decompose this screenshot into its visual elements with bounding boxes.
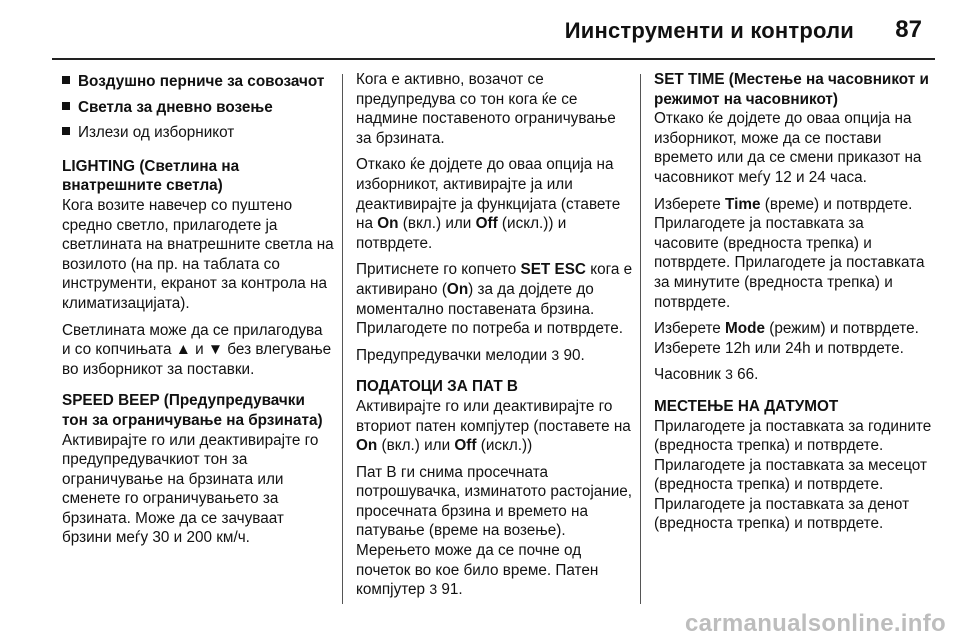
paragraph: Кога возите навечер со пуштено средно светло, прилагодете ја светлината на внатрешните светла на возилото (на пр. на таблата со инструменти, екранот за контрола на климатизацијата). [62,196,334,312]
page-header-title: Иинструменти и контроли [564,18,854,43]
paragraph: Кога е активно, возачот се предупредува со тон кога ќе се надмине поставеното ограничување за брзината. [356,71,616,147]
column-divider-1 [342,74,343,604]
paragraph: Активирајте го или деактивирајте го вториот патен компјутер (поставете на On (вкл.) или Off (искл.)) [356,397,631,455]
column-2 [356,70,634,607]
section-heading-speed-beep: SPEED BEEP (Предупредувачки тон за ограничување на брзината) [62,392,323,429]
triangle-down-icon: ▼ [207,341,224,359]
bullet-square-icon [62,102,70,110]
column-3 [654,70,932,541]
list-item: Светла за дневно возење [62,98,334,118]
list-item: Излези од изборникот [62,123,334,143]
page-number: 87 [895,16,922,43]
bullet-square-icon [62,127,70,135]
paragraph: Прилагодете ја поставката за годините (вредноста трепка) и потврдете. Прилагодете ја поставката за месецот (вредноста трепка) и потврдете. Прилагодете ја поставката за денот (вредноста трепка) и потврдете. [654,417,932,533]
column-divider-2 [640,74,641,604]
header-rule [52,58,935,60]
column-1 [62,70,334,555]
section-heading-trip-b: ПОДАТОЦИ ЗА ПАТ B [356,378,518,396]
watermark: carmanualsonline.info [684,610,946,637]
page-reference-icon: 3 [429,581,438,598]
paragraph: Притиснете го копчето SET ESC кога е активирано (On) за да дојдете до моменталнo поставената брзина. Прилагодете по потреба и потврдете. [356,261,633,338]
paragraph: Часовник 3 66. [654,366,759,384]
page-reference-icon: 3 [551,346,560,363]
page-reference-link[interactable]: 90. [563,346,585,364]
bullet-square-icon [62,76,70,84]
paragraph: Активирајте го или деактивирајте го предупредувачкиот тон за ограничување на брзината или сменете го ограничувањето за брзината. Може да се зачуваат брзини меѓу 30 и 200 км/ч. [62,431,319,547]
section-heading-set-time: SET TIME (Местење на часовникот и режимот на часовникот) [654,71,929,108]
paragraph: Изберете Time (време) и потврдете. Прилагодете ја поставката за часовите (вредноста трепка) и потврдете. Прилагодете ја поставката за минутите (вредноста трепка) и потврдете. [654,195,925,311]
paragraph: Светлината може да се прилагодува и со копчињата ▲ и ▼ без влегување во изборникот за поставки. [62,321,332,378]
page-reference-icon: 3 [725,366,733,383]
section-heading-set-date: МЕСТЕЊЕ НА ДАТУМОТ [654,397,839,415]
paragraph: Откако ќе дојдете до оваа опција на изборникот, активирајте ја или деактивирајте ја функцијата (ставете на On (вкл.) или Off (искл.)) и потврдете. [356,156,621,252]
paragraph: Изберете Mode (режим) и потврдете. Изберете 12h или 24h и потврдете. [654,320,919,357]
paragraph: Пат B ги снима просечната потрошувачка, изминатото растојание, просечната брзина и времето на патување (време на возење). Мерењето може да се почне од почеток во кое било време. Патен компјутер 3 91. [356,463,633,599]
section-heading-lighting: LIGHTING (Светлина на внатрешните светла) [62,157,240,195]
list-item: Воздушно перниче за совозачот [62,72,334,92]
triangle-up-icon: ▲ [175,341,191,359]
paragraph: Откако ќе дојдете до оваа опција на изборникот, може да се постави времето или да се смени приказот на часовникот меѓу 12 и 24 часа. [654,110,922,186]
page-reference-link[interactable]: 91. [441,581,463,599]
paragraph: Предупредувачки мелодии 3 90. [356,346,585,364]
page-reference-link[interactable]: 66. [737,366,759,384]
